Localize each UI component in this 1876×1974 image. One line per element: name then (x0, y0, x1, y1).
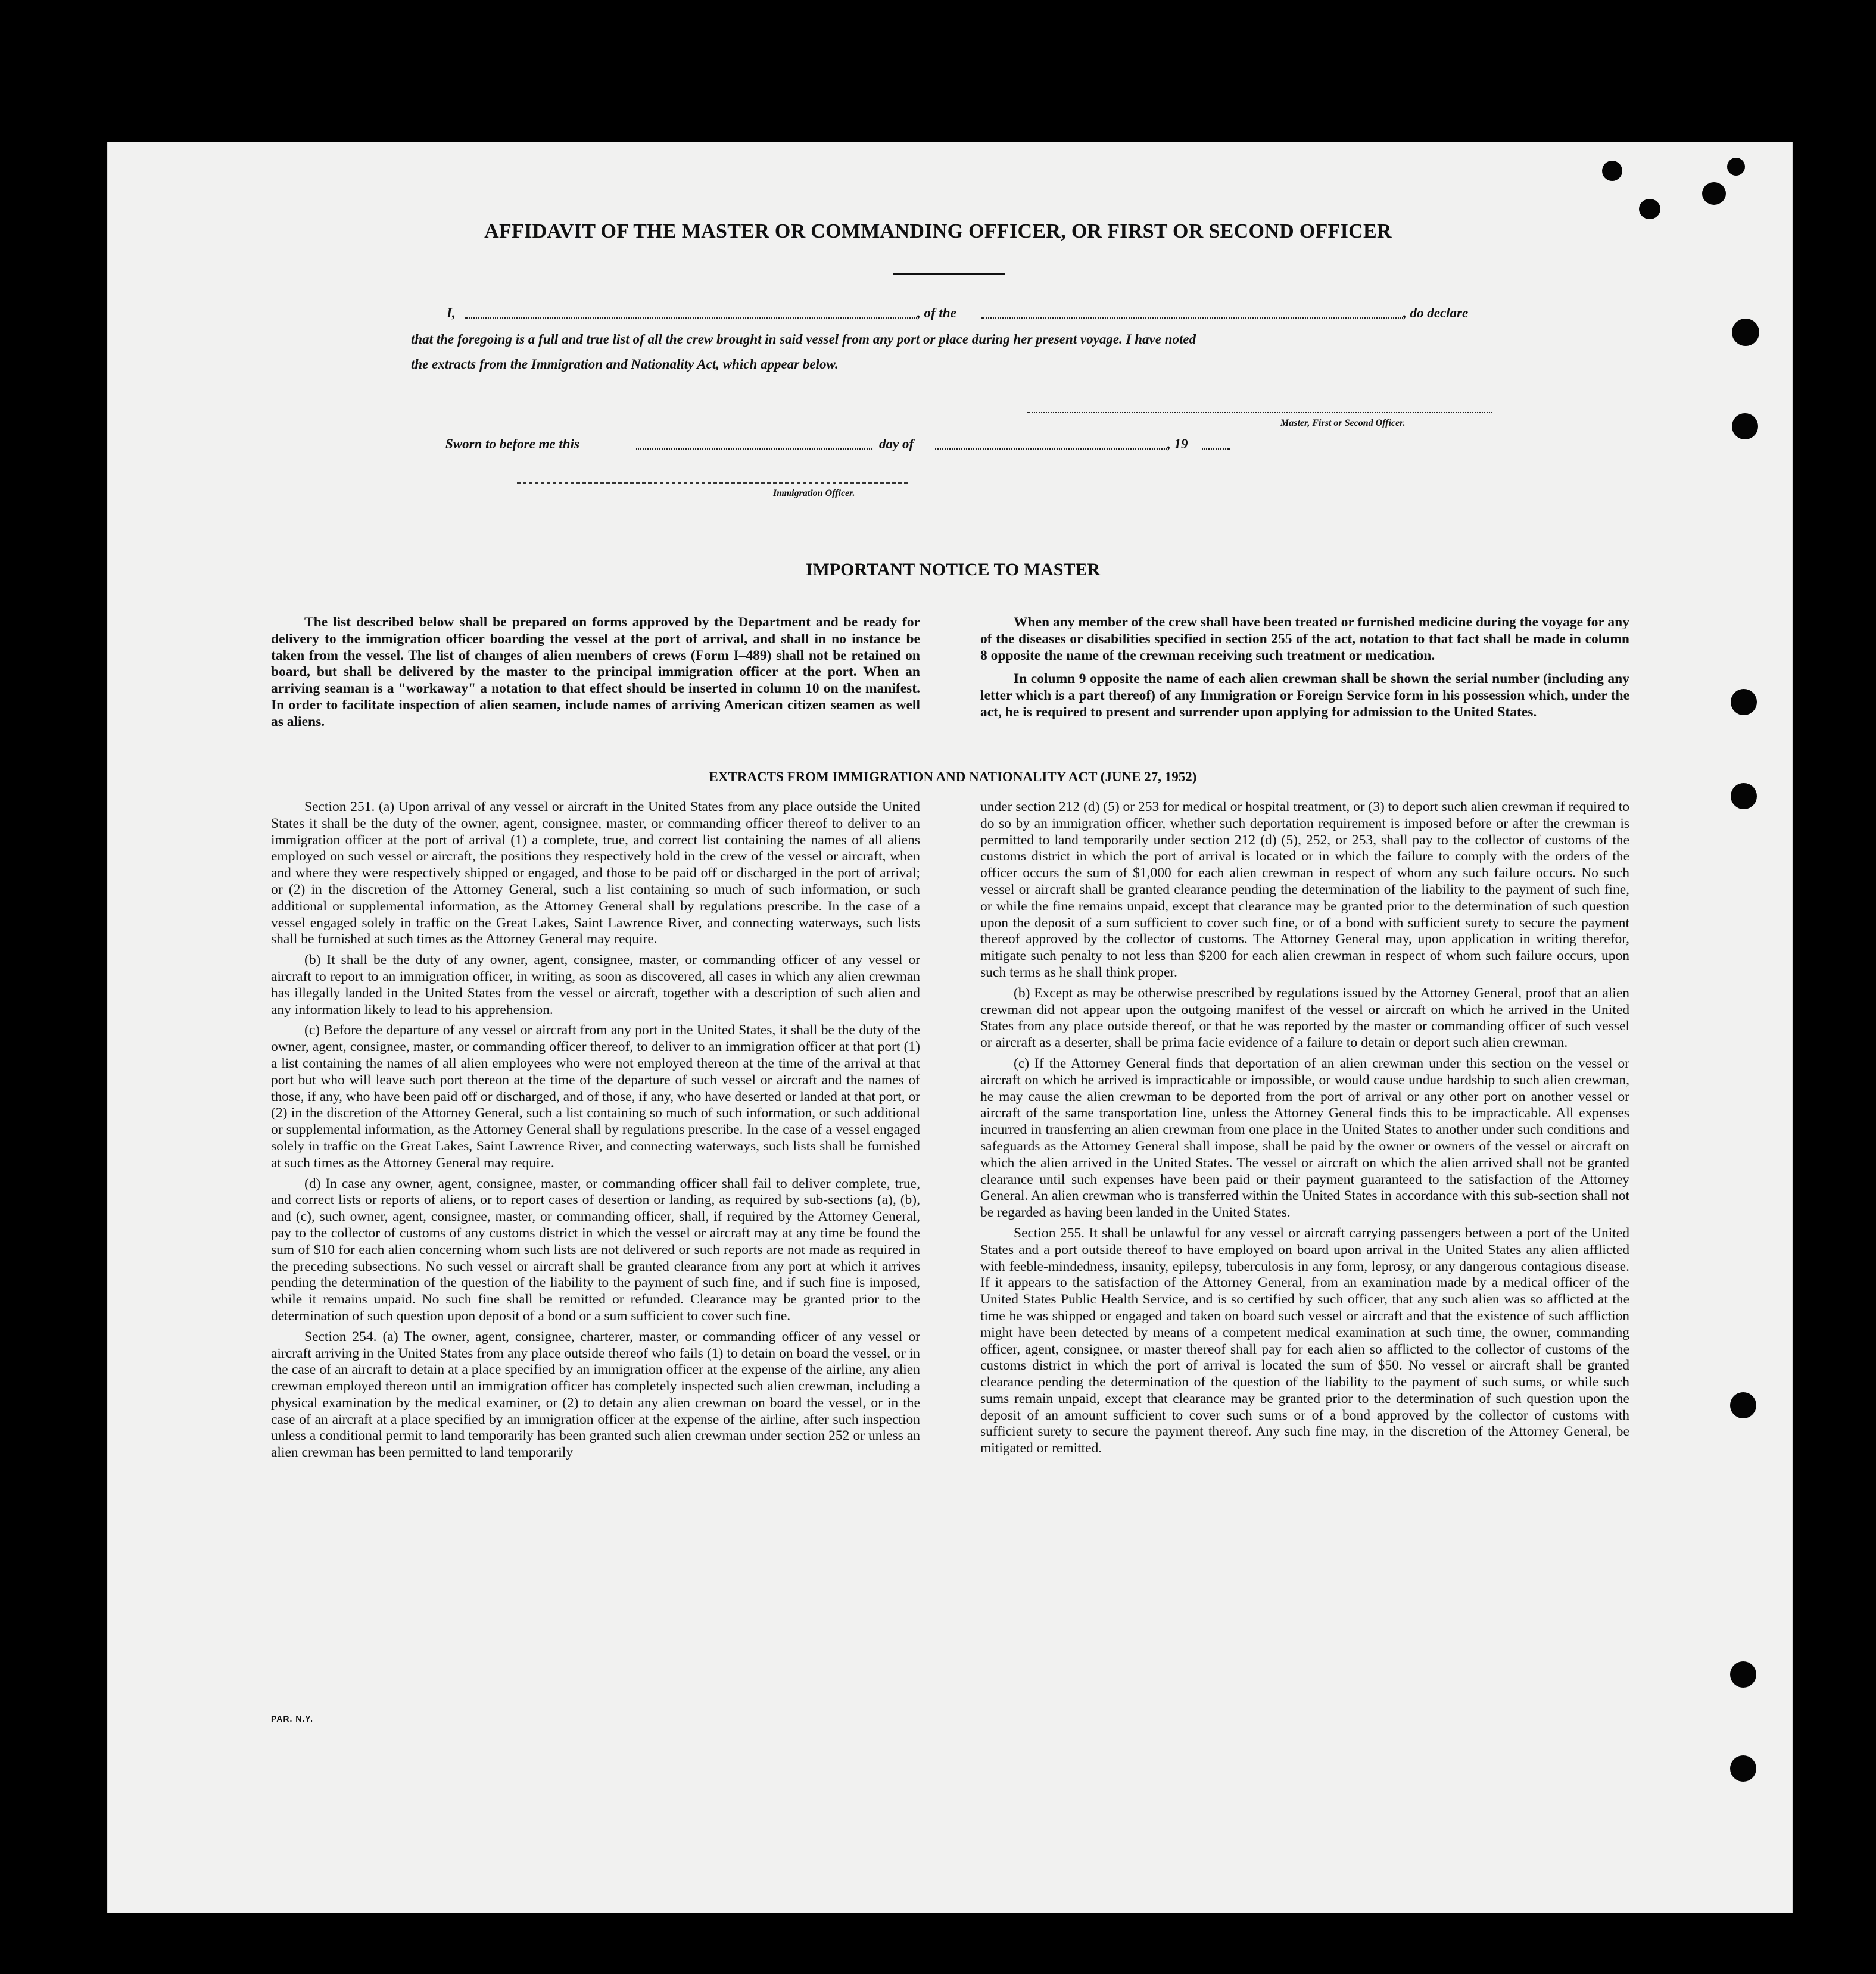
vessel-field[interactable] (981, 317, 1403, 319)
punch-hole (1702, 182, 1726, 205)
notice-right-column (980, 615, 1629, 728)
punch-hole (1731, 783, 1757, 809)
punch-hole (1730, 1661, 1756, 1688)
sworn-month-field[interactable] (935, 448, 1167, 450)
sworn-day-field[interactable] (636, 448, 872, 450)
extracts-right-column (980, 799, 1629, 1461)
punch-hole (1732, 319, 1759, 346)
master-signature-line[interactable] (1027, 412, 1492, 413)
act-paragraph: (c) If the Attorney General finds that deportation of an alien crewman under this section on the vessel or aircraft on which he arrived is impracticable or impossible, or would cause undue hardship to such alien crewman, he may cause the alien crewman to be deported from the port of arrival or any other port on another vessel or aircraft of the same transportation line, unless the Attorney General finds this to be impracticable. All expenses incurred in transferring an alien crewman from one place in the United States to another under such conditions and safeguards as the Attorney General shall impose, shall be paid by the owner or owners of the vessel or aircraft on which the alien arrived in the United States. The vessel or aircraft on which the alien arrived shall not be granted clearance until such expenses have been paid or their payment guaranteed to the satisfaction of the Attorney General. An alien crewman who is transferred within the United States in accordance with this sub-section shall not be regarded as having been landed in the United States. (980, 1055, 1629, 1221)
printer-mark: PAR. N.Y. (271, 1714, 313, 1723)
punch-hole (1602, 161, 1622, 181)
decl-do-declare: , do declare (1403, 305, 1469, 320)
act-paragraph: Section 255. It shall be unlawful for any vessel or aircraft carrying passengers between a port of the United States and a port outside thereof to have employed on board upon arrival in the United States any alien afflicted with feeble-mindedness, insanity, epilepsy, tuberculosis in any form, leprosy, or any dangerous contagious disease. If it appears to the satisfaction of the Attorney General, from an examination made by a medical officer of the United States Public Health Service, and is so certified by such officer, that any such alien was so afflicted at the time he was shipped or engaged and taken on board such vessel or aircraft and that the existence of such affliction might have been detected by means of a competent medical examination at such time, the owner, commanding officer, agent, consignee, or master thereof shall pay for each alien so afflicted to the collector of customs of the customs district in which the port of arrival is located the sum of $50. No vessel or aircraft shall be granted clearance pending the determination of the question of the liability to the payment of such sums, or while such sums remain unpaid, except that clearance may be granted prior to the determination of such question upon the deposit of an amount sufficient to cover such sums or of a bond approved by the collector of customs with sufficient surety to secure the payment thereof. Any such fine may, in the discretion of the Attorney General, be mitigated or remitted. (980, 1225, 1629, 1457)
decl-i: I, (447, 305, 456, 320)
name-field[interactable] (465, 317, 917, 319)
extracts-left-column (271, 799, 920, 1465)
notice-paragraph: The list described below shall be prepared on forms approved by the Department and be ready for delivery to the immigration officer boarding the vessel at the port of arrival, and shall in no instance be taken from the vessel. The list of changes of alien members of crews (Form I–489) shall not be retained on board, but shall be delivered by the master to the principal immigration officer at the port. When an arriving seaman is a "workaway" a notation to that effect should be inserted in column 10 on the manifest. In order to facilitate inspection of alien seamen, include names of arriving American citizen seamen as well as aliens. (271, 615, 920, 729)
officer-signature-line[interactable] (517, 482, 908, 484)
act-paragraph: (d) In case any owner, agent, consignee, master, or commanding officer shall fail to deliver complete, true, and correct lists or reports of aliens, or to report cases of desertion or landing, as required by sub-sections (a), (b), and (c), such owner, agent, consignee, master, or commanding officer, shall, if required by the Attorney General, pay to the collector of customs of any customs district in which the vessel or aircraft may at any time be found the sum of $10 for each alien concerning whom such lists are not delivered or such reports are not made as required in the preceding subsections. No such vessel or aircraft shall be granted clearance from any port at which it arrives pending the determination of the question of the liability to the payment of such fine, and if such fine is imposed, while it remains unpaid. No such fine shall be remitted or refunded. Clearance may be granted prior to the determination of such question upon deposit of a bond or a sum sufficient to cover such fine. (271, 1175, 920, 1324)
notice-paragraph: When any member of the crew shall have been treated or furnished medicine during the voyage for any of the diseases or disabilities specified in section 255 of the act, notation to that fact shall be made in column 8 opposite the name of the crewman receiving such treatment or medication. (980, 615, 1629, 663)
sworn-text: Sworn to before me this (445, 436, 579, 451)
act-paragraph: under section 212 (d) (5) or 253 for medical or hospital treatment, or (3) to deport such alien crewman if required to do so by an immigration officer, whether such deportation requirement is imposed before or after the crewman is permitted to land temporarily under section 212 (d) (5), 252, or 253, shall pay to the collector of customs of the customs district in which the port of arrival is located or in which the failure to comply with the orders of the officer occurs the sum of $1,000 for each alien crewman in respect of whom any such failure occurs. No such vessel or aircraft shall be granted clearance pending the determination of the liability to the payment of such fine, or while the fine remains unpaid, except that clearance may be granted prior to the determination of such question upon the deposit of a sum sufficient to cover such fine, or of a bond with sufficient surety to secure the payment thereof approved by the collector of customs. The Attorney General may, upon application in writing therefor, mitigate such penalty to not less than $200 for each alien crewman in respect of whom such failure occurs, upon such terms as he shall think proper. (980, 799, 1629, 980)
decl-line-2: that the foregoing is a full and true list of all the crew brought in said vessel from any port or place during her present voyage. I have noted (411, 332, 1196, 347)
punch-hole (1730, 1392, 1756, 1418)
sworn-year-field[interactable] (1202, 448, 1230, 450)
act-paragraph: (b) Except as may be otherwise prescribed by regulations issued by the Attorney General, proof that an alien crewman did not appear upon the outgoing manifest of the vessel or aircraft on which he arrived in the United States from any place outside thereof, or that he was reported by the master or commanding officer of such vessel or aircraft as a deserter, shall be prima facie evidence of a failure to detain or deport such alien crewman. (980, 985, 1629, 1051)
act-paragraph: (c) Before the departure of any vessel or aircraft from any port in the United States, it shall be the duty of the owner, agent, consignee, master, or commanding officer thereof, to deliver to an immigration officer at that port (1) a list containing the names of all alien employees who were not employed thereon at the time of the arrival at that port but who will leave such port thereon at the time of the departure of such vessel or aircraft and the names of those, if any, who have been paid off or discharged, and of those, if any, who have deserted or landed at that port, or (2) in the discretion of the Attorney General, such a list containing so much of such information, or such additional or supplemental information, as the Attorney General shall by regulations prescribe. In the case of a vessel engaged solely in traffic on the Great Lakes, Saint Lawrence River, and connecting waterways, such lists shall be furnished at such times as the Attorney General may require. (271, 1022, 920, 1171)
act-paragraph: (b) It shall be the duty of any owner, agent, consignee, master, or commanding officer of any vessel or aircraft to report to an immigration officer, in writing, as soon as discovered, all cases in which any alien crewman has illegally landed in the United States from the vessel or aircraft, together with a description of such alien and any information likely to lead to his apprehension. (271, 952, 920, 1018)
decl-of-the: , of the (917, 305, 956, 320)
affidavit-title: AFFIDAVIT OF THE MASTER OR COMMANDING OFFICER, OR FIRST OR SECOND OFFICER (484, 220, 1392, 242)
notice-title: IMPORTANT NOTICE TO MASTER (805, 560, 1101, 579)
officer-caption: Immigration Officer. (773, 488, 855, 498)
year-text: , 19 (1167, 436, 1188, 451)
day-of-text: day of (879, 436, 914, 451)
notice-left-column (271, 615, 920, 738)
punch-hole (1639, 199, 1660, 219)
title-underline (893, 273, 1005, 275)
punch-hole (1727, 158, 1745, 176)
master-caption: Master, First or Second Officer. (1280, 418, 1406, 428)
notice-paragraph: In column 9 opposite the name of each alien crewman shall be shown the serial number (including any letter which is a part thereof) of any Immigration or Foreign Service form in his possession which, under the act, he is required to present and surrender upon applying for admission to the United States. (980, 671, 1629, 720)
punch-hole (1731, 689, 1757, 715)
punch-hole (1730, 1755, 1756, 1782)
act-paragraph: Section 251. (a) Upon arrival of any vessel or aircraft in the United States from any place outside the United States it shall be the duty of the owner, agent, consignee, master, or commanding officer thereof to deliver to an immigration officer at the port of arrival (1) a complete, true, and correct list containing the names of all aliens employed on such vessel or aircraft, the positions they respectively hold in the crew of the vessel or aircraft, when and where they were respectively shipped or engaged, and those to be paid off or discharged in the port of arrival; or (2) in the discretion of the Attorney General, such a list containing so much of such information, or such additional or supplemental information, as the Attorney General shall by regulations prescribe. In the case of a vessel engaged solely in traffic on the Great Lakes, Saint Lawrence River, and connecting waterways, such lists shall be furnished at such times as the Attorney General may require. (271, 799, 920, 947)
act-paragraph: Section 254. (a) The owner, agent, consignee, charterer, master, or commanding officer of any vessel or aircraft arriving in the United States from any place outside thereof who fails (1) to detain on board the vessel, or in the case of an aircraft to detain at a place specified by an immigration officer at the expense of the airline, any alien crewman employed thereon until an immigration officer has completely inspected such alien crewman, including a physical examination by the medical examiner, or (2) to detain any alien crewman on board the vessel, or in the case of an aircraft at a place specified by an immigration officer at the expense of the airline, after such inspection unless a conditional permit to land temporarily has been granted such alien crewman under section 252 or unless an alien crewman has been permitted to land temporarily (271, 1329, 920, 1461)
decl-line-3: the extracts from the Immigration and Nationality Act, which appear below. (411, 357, 839, 372)
extracts-title: EXTRACTS FROM IMMIGRATION AND NATIONALITY ACT (JUNE 27, 1952) (709, 769, 1197, 784)
punch-hole (1732, 413, 1758, 439)
